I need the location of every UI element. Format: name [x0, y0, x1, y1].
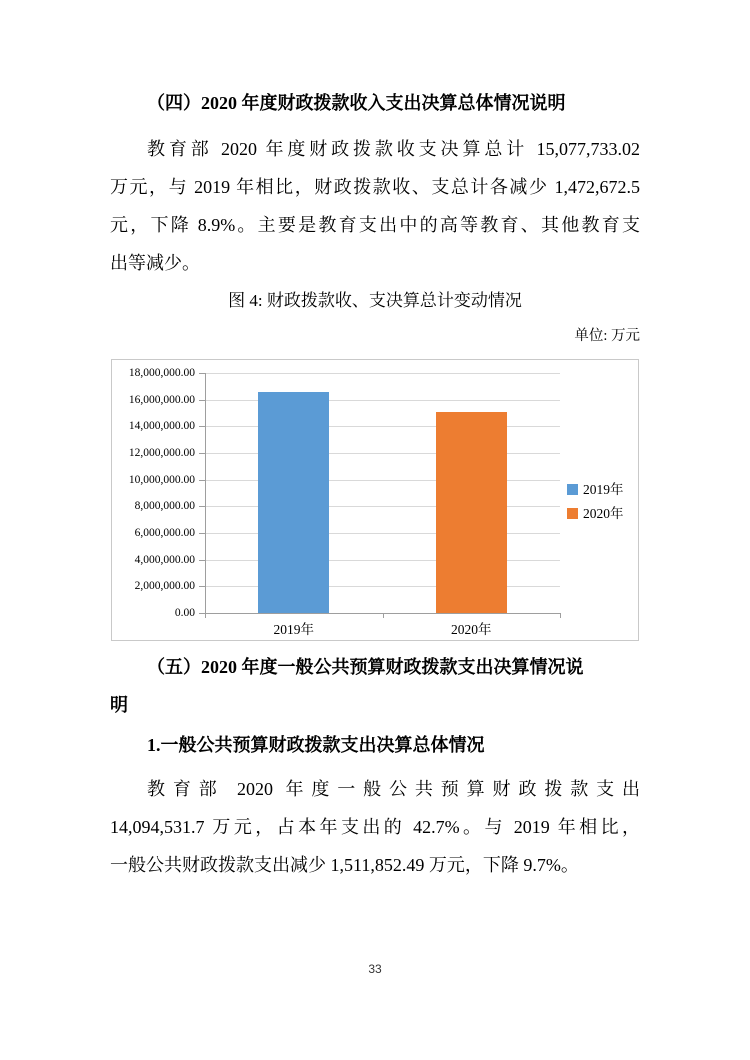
- section4-paragraph: [110, 130, 640, 282]
- y-axis-tick-label: 2,000,000.00: [134, 580, 195, 593]
- x-axis-category-label: 2019年: [273, 622, 314, 637]
- legend-label: 2020年: [583, 506, 624, 521]
- section5-heading-line: 明: [110, 695, 128, 715]
- section5-subheading-text: 1.一般公共预算财政拨款支出决算总体情况: [147, 735, 485, 755]
- legend-item: [567, 506, 624, 521]
- chart-y-axis-line: [205, 373, 206, 613]
- text-line: 教育部 2020 年度一般公共预算财政拨款支出: [147, 779, 640, 799]
- legend-swatch-icon: [567, 484, 578, 495]
- section5-paragraph: [110, 770, 640, 884]
- section5-heading: [110, 648, 640, 724]
- text-line: 教育部 2020 年度财政拨款收支决算总计 15,077,733.02: [147, 139, 640, 159]
- section5-subheading: [110, 726, 640, 764]
- section4-heading-text: （四）2020 年度财政拨款收入支出决算总体情况说明: [147, 93, 566, 113]
- y-axis-tick-label: 18,000,000.00: [128, 367, 195, 379]
- legend-label: 2019年: [583, 482, 624, 497]
- text-line: 元，下降 8.9%。主要是教育支出中的高等教育、其他教育支: [110, 215, 640, 235]
- text-line: 14,094,531.7 万元，占本年支出的 42.7%。与 2019 年相比，: [110, 817, 640, 837]
- figure4-unit-label: 单位: 万元: [574, 328, 640, 344]
- legend-swatch-icon: [567, 508, 578, 519]
- y-axis-tick-label: 12,000,000.00: [128, 447, 195, 459]
- y-axis-tick-label: 16,000,000.00: [128, 393, 195, 406]
- legend-item: [567, 482, 624, 497]
- figure4-caption: 图 4: 财政拨款收、支决算总计变动情况: [228, 291, 522, 310]
- chart-gridline: [205, 373, 560, 374]
- page-number: 33: [368, 962, 382, 976]
- text-line: 万元，与 2019 年相比，财政拨款收、支总计各减少 1,472,672.5: [110, 177, 640, 197]
- x-axis-tick: [560, 613, 561, 618]
- y-axis-tick-label: 0.00: [174, 607, 195, 619]
- text-line: 出等减少。: [110, 253, 200, 273]
- x-axis-tick: [205, 613, 206, 618]
- section4-heading: [110, 84, 640, 122]
- x-axis-category-label: 2020年: [451, 622, 492, 637]
- bar-2019年: [258, 392, 329, 613]
- x-axis-tick: [383, 613, 384, 618]
- y-axis-tick-label: 6,000,000.00: [134, 527, 195, 539]
- text-line: 一般公共财政拨款支出减少 1,511,852.49 万元，下降 9.7%。: [110, 855, 579, 875]
- section5-heading-line: （五）2020 年度一般公共预算财政拨款支出决算情况说: [147, 657, 584, 677]
- y-axis-tick-label: 4,000,000.00: [134, 553, 195, 566]
- figure4-bar-chart: [111, 359, 639, 641]
- y-axis-tick-label: 10,000,000.00: [128, 473, 195, 486]
- y-axis-tick-label: 8,000,000.00: [134, 500, 195, 513]
- y-axis-tick-label: 14,000,000.00: [128, 420, 195, 433]
- bar-2020年: [436, 412, 507, 613]
